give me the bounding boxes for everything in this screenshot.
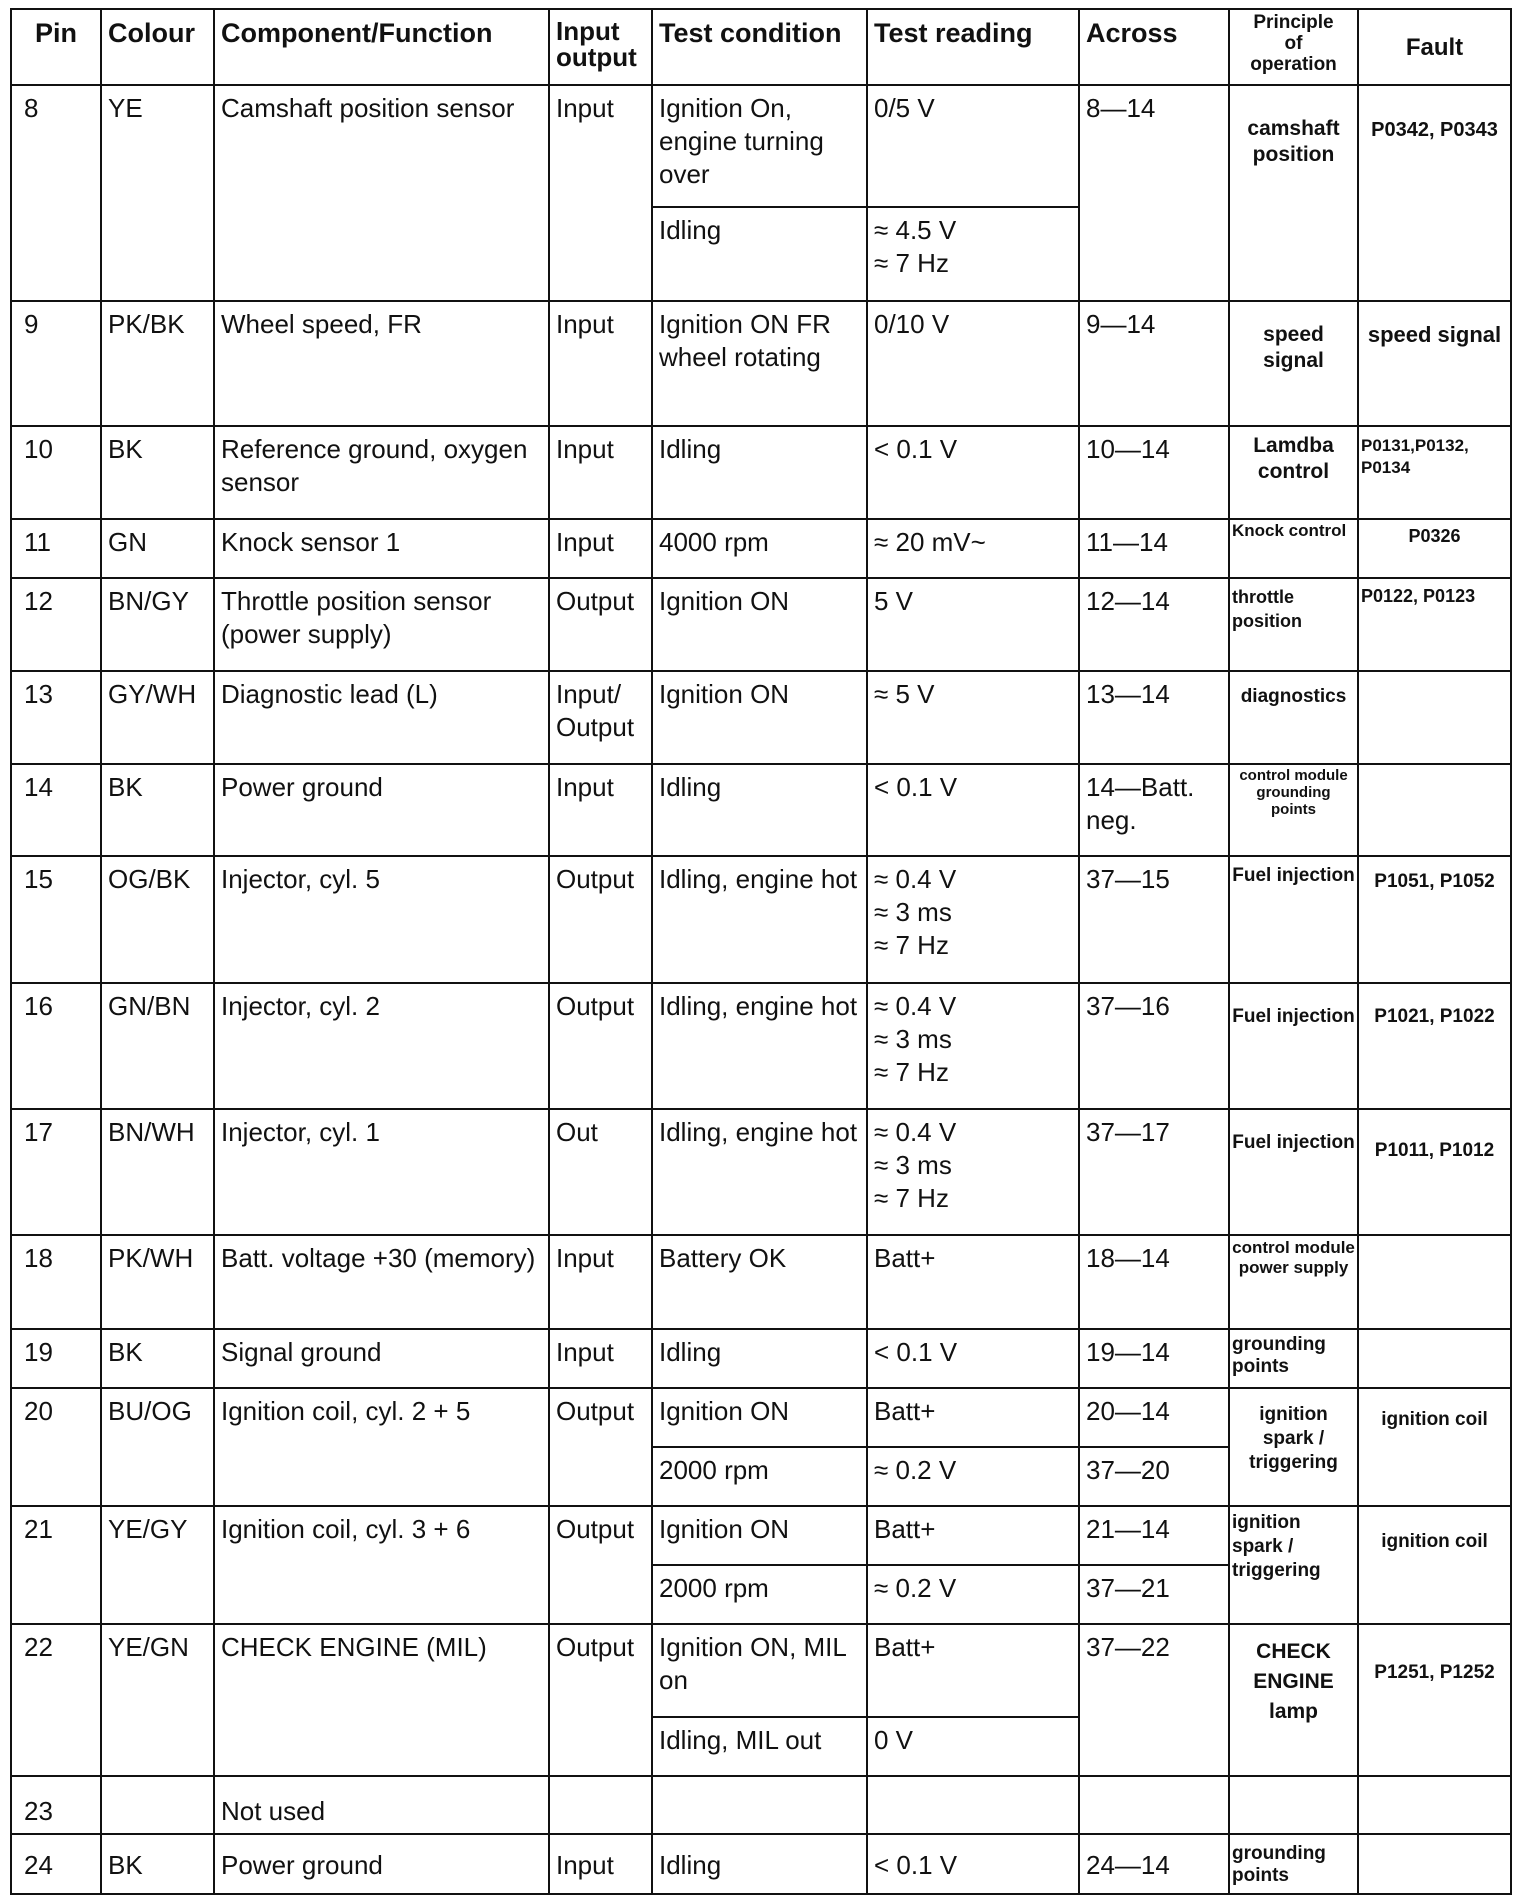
across-cell: 37—17 bbox=[1079, 1109, 1229, 1235]
header-colour: Colour bbox=[101, 9, 214, 85]
across-cell: 18—14 bbox=[1079, 1235, 1229, 1329]
reading-cell: ≈ 4.5 V ≈ 7 Hz bbox=[867, 207, 1079, 301]
table-row bbox=[11, 1329, 1511, 1388]
fault-cell bbox=[1358, 1776, 1511, 1834]
io-cell: Output bbox=[549, 983, 652, 1109]
reading-cell: Batt+ bbox=[867, 1624, 1079, 1717]
principle-cell: diagnostics bbox=[1229, 671, 1358, 764]
condition-cell: Ignition ON bbox=[652, 1506, 867, 1565]
pin-cell: 17 bbox=[11, 1109, 101, 1235]
pin-cell: 15 bbox=[11, 856, 101, 983]
principle-cell: Lamdba control bbox=[1229, 426, 1358, 519]
pin-cell: 18 bbox=[11, 1235, 101, 1329]
component-cell: Injector, cyl. 5 bbox=[214, 856, 549, 983]
colour-cell: OG/BK bbox=[101, 856, 214, 983]
condition-cell: Ignition On, engine turning over bbox=[652, 85, 867, 207]
condition-cell: Ignition ON, MIL on bbox=[652, 1624, 867, 1717]
condition-cell: Idling, engine hot bbox=[652, 856, 867, 983]
pin-cell: 19 bbox=[11, 1329, 101, 1388]
component-cell: Power ground bbox=[214, 1834, 549, 1894]
principle-cell: grounding points bbox=[1229, 1329, 1358, 1388]
condition-cell: Battery OK bbox=[652, 1235, 867, 1329]
reading-cell: < 0.1 V bbox=[867, 426, 1079, 519]
across-cell: 37—15 bbox=[1079, 856, 1229, 983]
reading-cell: 0 V bbox=[867, 1717, 1079, 1776]
pin-cell: 13 bbox=[11, 671, 101, 764]
principle-cell: control module power supply bbox=[1229, 1235, 1358, 1329]
condition-cell: Idling bbox=[652, 1329, 867, 1388]
io-cell: Output bbox=[549, 1506, 652, 1624]
header-component: Component/Function bbox=[214, 9, 549, 85]
condition-cell: 4000 rpm bbox=[652, 519, 867, 578]
header-fault: Fault bbox=[1358, 9, 1511, 85]
io-cell: Output bbox=[549, 1624, 652, 1776]
reading-cell: 0/10 V bbox=[867, 301, 1079, 426]
condition-cell: Idling bbox=[652, 426, 867, 519]
condition-cell bbox=[652, 1776, 867, 1834]
colour-cell bbox=[101, 1776, 214, 1834]
component-cell: Signal ground bbox=[214, 1329, 549, 1388]
across-cell: 21—14 bbox=[1079, 1506, 1229, 1565]
principle-cell bbox=[1229, 1776, 1358, 1834]
fault-cell: ignition coil bbox=[1358, 1388, 1511, 1506]
principle-cell: Fuel injection bbox=[1229, 983, 1358, 1109]
io-cell: Input bbox=[549, 1834, 652, 1894]
component-cell: Camshaft position sensor bbox=[214, 85, 549, 301]
principle-cell: Fuel injection bbox=[1229, 856, 1358, 983]
io-cell: Input/ Output bbox=[549, 671, 652, 764]
across-cell: 13—14 bbox=[1079, 671, 1229, 764]
condition-cell: Idling bbox=[652, 207, 867, 301]
reading-cell bbox=[867, 1776, 1079, 1834]
pin-table bbox=[10, 8, 1512, 1895]
condition-cell: Idling, engine hot bbox=[652, 983, 867, 1109]
pin-cell: 16 bbox=[11, 983, 101, 1109]
condition-cell: Ignition ON bbox=[652, 671, 867, 764]
across-cell: 37—22 bbox=[1079, 1624, 1229, 1776]
pin-cell: 24 bbox=[11, 1834, 101, 1894]
table-row bbox=[11, 578, 1511, 671]
io-cell: Input bbox=[549, 85, 652, 301]
reading-cell: 0/5 V bbox=[867, 85, 1079, 207]
across-cell bbox=[1079, 1776, 1229, 1834]
condition-cell: 2000 rpm bbox=[652, 1565, 867, 1624]
component-cell: Injector, cyl. 1 bbox=[214, 1109, 549, 1235]
pin-cell: 20 bbox=[11, 1388, 101, 1506]
header-principle: Principle of operation bbox=[1229, 9, 1358, 85]
table-row bbox=[11, 1834, 1511, 1894]
header-input-output: Input output bbox=[549, 9, 652, 85]
across-cell: 9—14 bbox=[1079, 301, 1229, 426]
colour-cell: PK/BK bbox=[101, 301, 214, 426]
colour-cell: GN/BN bbox=[101, 983, 214, 1109]
across-cell: 19—14 bbox=[1079, 1329, 1229, 1388]
table-row bbox=[11, 1388, 1511, 1447]
fault-cell: P0122, P0123 bbox=[1358, 578, 1511, 671]
component-cell: Not used bbox=[214, 1776, 549, 1834]
fault-cell: P1021, P1022 bbox=[1358, 983, 1511, 1109]
condition-cell: Ignition ON bbox=[652, 1388, 867, 1447]
table-row bbox=[11, 1235, 1511, 1329]
component-cell: Injector, cyl. 2 bbox=[214, 983, 549, 1109]
principle-cell: control module grounding points bbox=[1229, 764, 1358, 856]
table-row bbox=[11, 1109, 1511, 1235]
pin-cell: 14 bbox=[11, 764, 101, 856]
principle-cell: ignition spark / triggering bbox=[1229, 1388, 1358, 1506]
reading-cell: ≈ 0.4 V ≈ 3 ms ≈ 7 Hz bbox=[867, 983, 1079, 1109]
fault-cell bbox=[1358, 1235, 1511, 1329]
principle-cell: Knock control bbox=[1229, 519, 1358, 578]
colour-cell: BK bbox=[101, 1329, 214, 1388]
pin-cell: 10 bbox=[11, 426, 101, 519]
pin-cell: 23 bbox=[11, 1776, 101, 1834]
table-row bbox=[11, 1624, 1511, 1717]
reading-cell: ≈ 0.4 V ≈ 3 ms ≈ 7 Hz bbox=[867, 856, 1079, 983]
colour-cell: GN bbox=[101, 519, 214, 578]
across-cell: 10—14 bbox=[1079, 426, 1229, 519]
fault-cell: ignition coil bbox=[1358, 1506, 1511, 1624]
colour-cell: BN/GY bbox=[101, 578, 214, 671]
header-test-reading: Test reading bbox=[867, 9, 1079, 85]
component-cell: Diagnostic lead (L) bbox=[214, 671, 549, 764]
table-row bbox=[11, 764, 1511, 856]
pin-cell: 8 bbox=[11, 85, 101, 301]
fault-cell: P1011, P1012 bbox=[1358, 1109, 1511, 1235]
pin-cell: 11 bbox=[11, 519, 101, 578]
pin-cell: 12 bbox=[11, 578, 101, 671]
principle-cell: speed signal bbox=[1229, 301, 1358, 426]
across-cell: 24—14 bbox=[1079, 1834, 1229, 1894]
fault-cell bbox=[1358, 764, 1511, 856]
condition-cell: Idling, MIL out bbox=[652, 1717, 867, 1776]
component-cell: Ignition coil, cyl. 3 + 6 bbox=[214, 1506, 549, 1624]
io-cell: Input bbox=[549, 764, 652, 856]
across-cell: 37—21 bbox=[1079, 1565, 1229, 1624]
reading-cell: ≈ 0.2 V bbox=[867, 1565, 1079, 1624]
component-cell: Throttle position sensor (power supply) bbox=[214, 578, 549, 671]
condition-cell: Idling, engine hot bbox=[652, 1109, 867, 1235]
condition-cell: Idling bbox=[652, 764, 867, 856]
io-cell: Input bbox=[549, 519, 652, 578]
io-cell: Input bbox=[549, 1329, 652, 1388]
colour-cell: BK bbox=[101, 1834, 214, 1894]
table-row bbox=[11, 1776, 1511, 1834]
reading-cell: Batt+ bbox=[867, 1235, 1079, 1329]
io-cell bbox=[549, 1776, 652, 1834]
principle-cell: CHECK ENGINE lamp bbox=[1229, 1624, 1358, 1776]
pin-cell: 22 bbox=[11, 1624, 101, 1776]
fault-cell: P0342, P0343 bbox=[1358, 85, 1511, 301]
principle-cell: ignition spark / triggering bbox=[1229, 1506, 1358, 1624]
fault-cell: P0326 bbox=[1358, 519, 1511, 578]
table-row bbox=[11, 301, 1511, 426]
pin-cell: 9 bbox=[11, 301, 101, 426]
header-row bbox=[11, 9, 1511, 85]
component-cell: Wheel speed, FR bbox=[214, 301, 549, 426]
io-cell: Output bbox=[549, 856, 652, 983]
fault-cell bbox=[1358, 1329, 1511, 1388]
io-cell: Out bbox=[549, 1109, 652, 1235]
fault-cell: P1251, P1252 bbox=[1358, 1624, 1511, 1776]
io-cell: Output bbox=[549, 1388, 652, 1506]
reading-cell: Batt+ bbox=[867, 1506, 1079, 1565]
component-cell: Knock sensor 1 bbox=[214, 519, 549, 578]
header-test-condition: Test condition bbox=[652, 9, 867, 85]
principle-cell: camshaft position bbox=[1229, 85, 1358, 301]
across-cell: 20—14 bbox=[1079, 1388, 1229, 1447]
io-cell: Input bbox=[549, 426, 652, 519]
colour-cell: GY/WH bbox=[101, 671, 214, 764]
reading-cell: 5 V bbox=[867, 578, 1079, 671]
across-cell: 11—14 bbox=[1079, 519, 1229, 578]
io-cell: Input bbox=[549, 1235, 652, 1329]
reading-cell: Batt+ bbox=[867, 1388, 1079, 1447]
component-cell: Reference ground, oxygen sensor bbox=[214, 426, 549, 519]
io-cell: Output bbox=[549, 578, 652, 671]
principle-cell: throttle position bbox=[1229, 578, 1358, 671]
condition-cell: Idling bbox=[652, 1834, 867, 1894]
colour-cell: BK bbox=[101, 764, 214, 856]
across-cell: 37—20 bbox=[1079, 1447, 1229, 1506]
reading-cell: ≈ 0.4 V ≈ 3 ms ≈ 7 Hz bbox=[867, 1109, 1079, 1235]
fault-cell bbox=[1358, 1834, 1511, 1894]
reading-cell: < 0.1 V bbox=[867, 1834, 1079, 1894]
across-cell: 37—16 bbox=[1079, 983, 1229, 1109]
principle-cell: Fuel injection bbox=[1229, 1109, 1358, 1235]
table-row bbox=[11, 671, 1511, 764]
colour-cell: YE/GN bbox=[101, 1624, 214, 1776]
fault-cell: speed signal bbox=[1358, 301, 1511, 426]
reading-cell: < 0.1 V bbox=[867, 1329, 1079, 1388]
condition-cell: 2000 rpm bbox=[652, 1447, 867, 1506]
table-row bbox=[11, 983, 1511, 1109]
condition-cell: Ignition ON bbox=[652, 578, 867, 671]
component-cell: Ignition coil, cyl. 2 + 5 bbox=[214, 1388, 549, 1506]
reading-cell: < 0.1 V bbox=[867, 764, 1079, 856]
colour-cell: PK/WH bbox=[101, 1235, 214, 1329]
fault-cell bbox=[1358, 671, 1511, 764]
table-row bbox=[11, 85, 1511, 207]
across-cell: 14—Batt. neg. bbox=[1079, 764, 1229, 856]
table-row bbox=[11, 426, 1511, 519]
table-row bbox=[11, 856, 1511, 983]
table-row bbox=[11, 519, 1511, 578]
across-cell: 12—14 bbox=[1079, 578, 1229, 671]
io-cell: Input bbox=[549, 301, 652, 426]
header-pin: Pin bbox=[11, 9, 101, 85]
table-row bbox=[11, 1506, 1511, 1565]
fault-cell: P1051, P1052 bbox=[1358, 856, 1511, 983]
colour-cell: YE/GY bbox=[101, 1506, 214, 1624]
pin-table-container bbox=[10, 8, 1510, 1896]
header-across: Across bbox=[1079, 9, 1229, 85]
component-cell: Power ground bbox=[214, 764, 549, 856]
reading-cell: ≈ 5 V bbox=[867, 671, 1079, 764]
component-cell: CHECK ENGINE (MIL) bbox=[214, 1624, 549, 1776]
colour-cell: YE bbox=[101, 85, 214, 301]
fault-cell: P0131,P0132, P0134 bbox=[1358, 426, 1511, 519]
reading-cell: ≈ 20 mV~ bbox=[867, 519, 1079, 578]
colour-cell: BN/WH bbox=[101, 1109, 214, 1235]
colour-cell: BK bbox=[101, 426, 214, 519]
colour-cell: BU/OG bbox=[101, 1388, 214, 1506]
pin-cell: 21 bbox=[11, 1506, 101, 1624]
component-cell: Batt. voltage +30 (memory) bbox=[214, 1235, 549, 1329]
condition-cell: Ignition ON FR wheel rotating bbox=[652, 301, 867, 426]
reading-cell: ≈ 0.2 V bbox=[867, 1447, 1079, 1506]
across-cell: 8—14 bbox=[1079, 85, 1229, 301]
principle-cell: grounding points bbox=[1229, 1834, 1358, 1894]
